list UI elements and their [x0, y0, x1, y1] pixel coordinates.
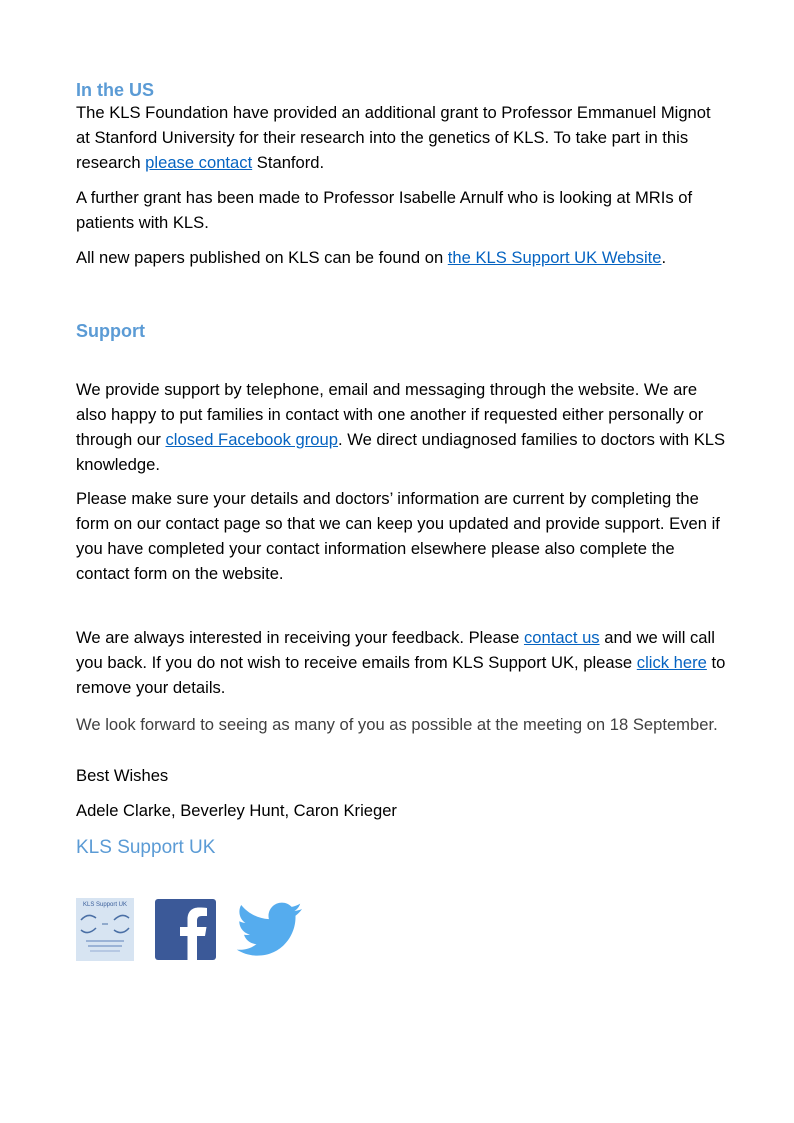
- us-paragraph-1: The KLS Foundation have provided an additional grant to Professor Emmanuel Mignot at Stanford University for their research into the genetics of KLS. To take part in this research please contact Stanford.: [76, 103, 711, 172]
- please-contact-link[interactable]: please contact: [145, 153, 253, 172]
- signoff-org: KLS Support UK: [76, 837, 216, 858]
- us-heading: In the US: [76, 80, 155, 100]
- kls-logo[interactable]: [76, 898, 134, 961]
- facebook-icon[interactable]: [155, 899, 216, 960]
- twitter-icon[interactable]: [236, 902, 304, 960]
- contact-us-link[interactable]: contact us: [523, 628, 600, 647]
- social-logos: [76, 898, 336, 962]
- support-paragraph-3: We are always interested in receiving your feedback. Please contact us and we will call you back. If you do not wish to receive emails from KLS Support UK, please click here to remove your details.: [76, 628, 726, 697]
- click-here-link[interactable]: click here: [636, 653, 707, 672]
- signoff-greeting: Best Wishes: [76, 766, 169, 785]
- support-paragraph-1: We provide support by telephone, email and messaging through the website. We are also happy to put families in contact with one another if requested either personally or through our closed Facebook group. We direct undiagnosed families to doctors with KLS knowledge.: [76, 380, 726, 474]
- us-paragraph-3: All new papers published on KLS can be found on the KLS Support UK Website.: [76, 248, 667, 267]
- kls-logo-title: KLS Support UK: [82, 902, 128, 908]
- us-paragraph-2: A further grant has been made to Professor Isabelle Arnulf who is looking at MRIs of patients with KLS.: [76, 188, 693, 232]
- facebook-group-link[interactable]: closed Facebook group: [165, 430, 338, 449]
- kls-website-link[interactable]: the KLS Support UK Website: [447, 248, 662, 267]
- support-paragraph-4: We look forward to seeing as many of you as possible at the meeting on 18 September.: [76, 715, 718, 734]
- support-heading: Support: [76, 321, 145, 341]
- signoff-names: Adele Clarke, Beverley Hunt, Caron Krieger: [76, 801, 397, 820]
- support-paragraph-2: Please make sure your details and doctors’ information are current by completing the form on our contact page so that we can keep you updated and provide support. Even if you have completed your contact information elsewhere please also complete the contact form on the website.: [76, 489, 720, 583]
